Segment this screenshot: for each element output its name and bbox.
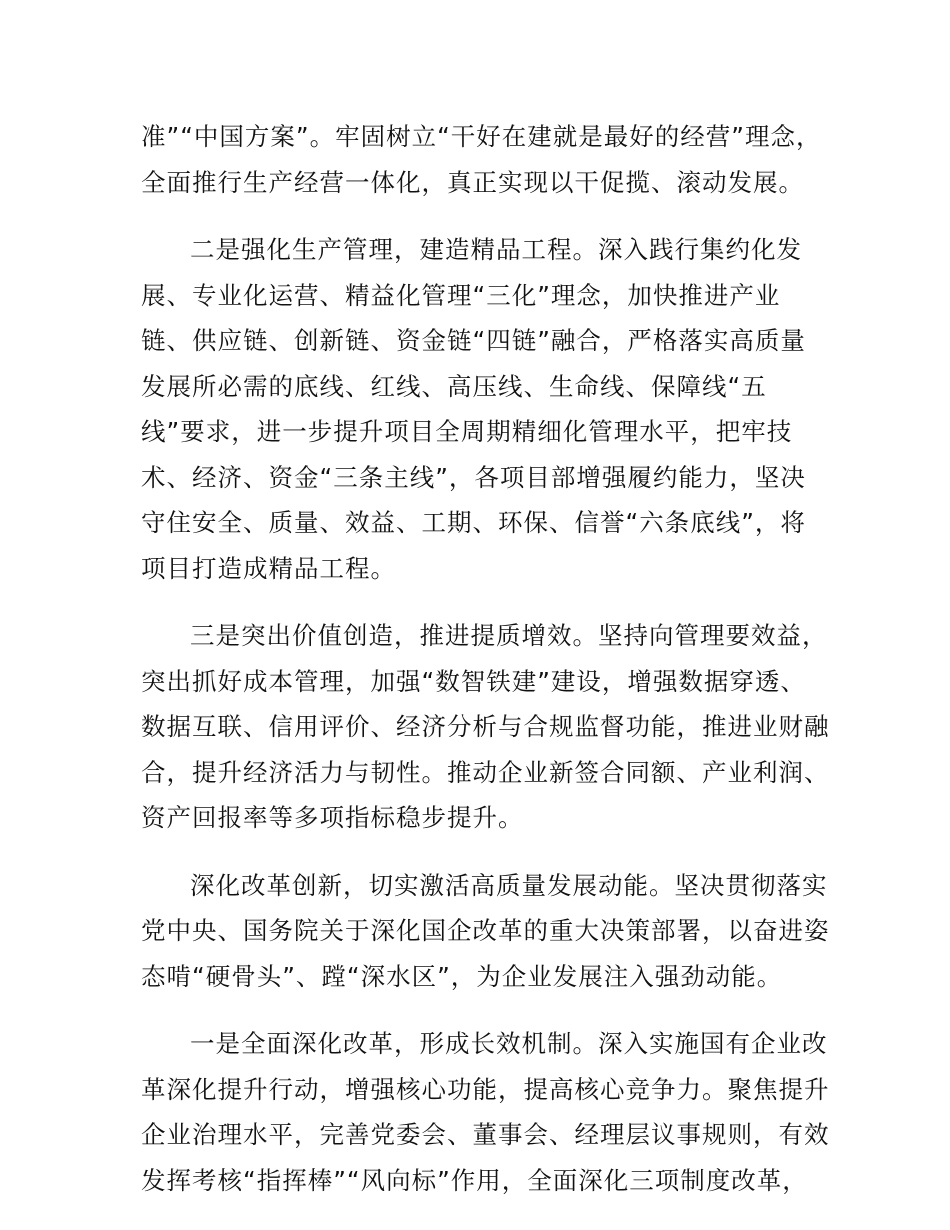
text-line: 术、经济、资金“三条主线”，各项目部增强履约能力，坚决 xyxy=(141,462,806,492)
text-line: 发挥考核“指挥棒”“风向标”作用，全面深化三项制度改革， xyxy=(141,1165,808,1195)
text-line: 项目打造成精品工程。 xyxy=(141,553,396,583)
text-line: 资产回报率等多项指标稳步提升。 xyxy=(141,803,524,832)
paragraph-3 xyxy=(141,613,830,841)
text-line: 二是强化生产管理，建造精品工程。深入践行集约化发 xyxy=(190,235,802,264)
paragraph-2 xyxy=(141,227,813,591)
text-line: 合，提升经济活力与韧性。推动企业新签合同额、产业利润、 xyxy=(141,757,830,787)
text-line: 态啃“硬骨头”、蹚“深水区”，为企业发展注入强劲动能。 xyxy=(141,961,783,991)
text-line: 链、供应链、创新链、资金链“四链”融合，严格落实高质量 xyxy=(141,326,806,355)
text-line: 突出抓好成本管理，加强“数智铁建”建设，增强数据穿透、 xyxy=(141,666,806,696)
text-line: 一是全面深化改革，形成长效机制。深入实施国有企业改 xyxy=(190,1029,828,1058)
text-line: 革深化提升行动，增强核心功能，提高核心竞争力。聚焦提升 xyxy=(141,1074,830,1104)
text-line: 准”“中国方案”。牢固树立“干好在建就是最好的经营”理念， xyxy=(141,122,822,151)
text-line: 全面推行生产经营一体化，真正实现以干促揽、滚动发展。 xyxy=(141,167,804,197)
text-line: 守住安全、质量、效益、工期、环保、信誉“六条底线”，将 xyxy=(141,508,806,537)
document-page xyxy=(141,114,830,1225)
paragraph-1 xyxy=(141,114,822,205)
paragraph-5 xyxy=(141,1021,830,1203)
text-line: 数据互联、信用评价、经济分析与合规监督功能，推进业财融 xyxy=(141,712,830,741)
text-line: 线”要求，进一步提升项目全周期精细化管理水平，把牢技 xyxy=(141,417,793,446)
text-line: 深化改革创新，切实激活高质量发展动能。坚决贯彻落实 xyxy=(190,870,828,900)
text-line: 三是突出价值创造，推进提质增效。坚持向管理要效益， xyxy=(190,621,828,650)
text-line: 发展所必需的底线、红线、高压线、生命线、保障线“五 xyxy=(141,371,767,401)
text-line: 企业治理水平，完善党委会、董事会、经理层议事规则，有效 xyxy=(141,1120,830,1149)
text-line: 党中央、国务院关于深化国企改革的重大决策部署，以奋进姿 xyxy=(141,916,830,945)
paragraph-4 xyxy=(141,863,830,1000)
text-line: 展、专业化运营、精益化管理“三化”理念，加快推进产业 xyxy=(141,280,781,310)
